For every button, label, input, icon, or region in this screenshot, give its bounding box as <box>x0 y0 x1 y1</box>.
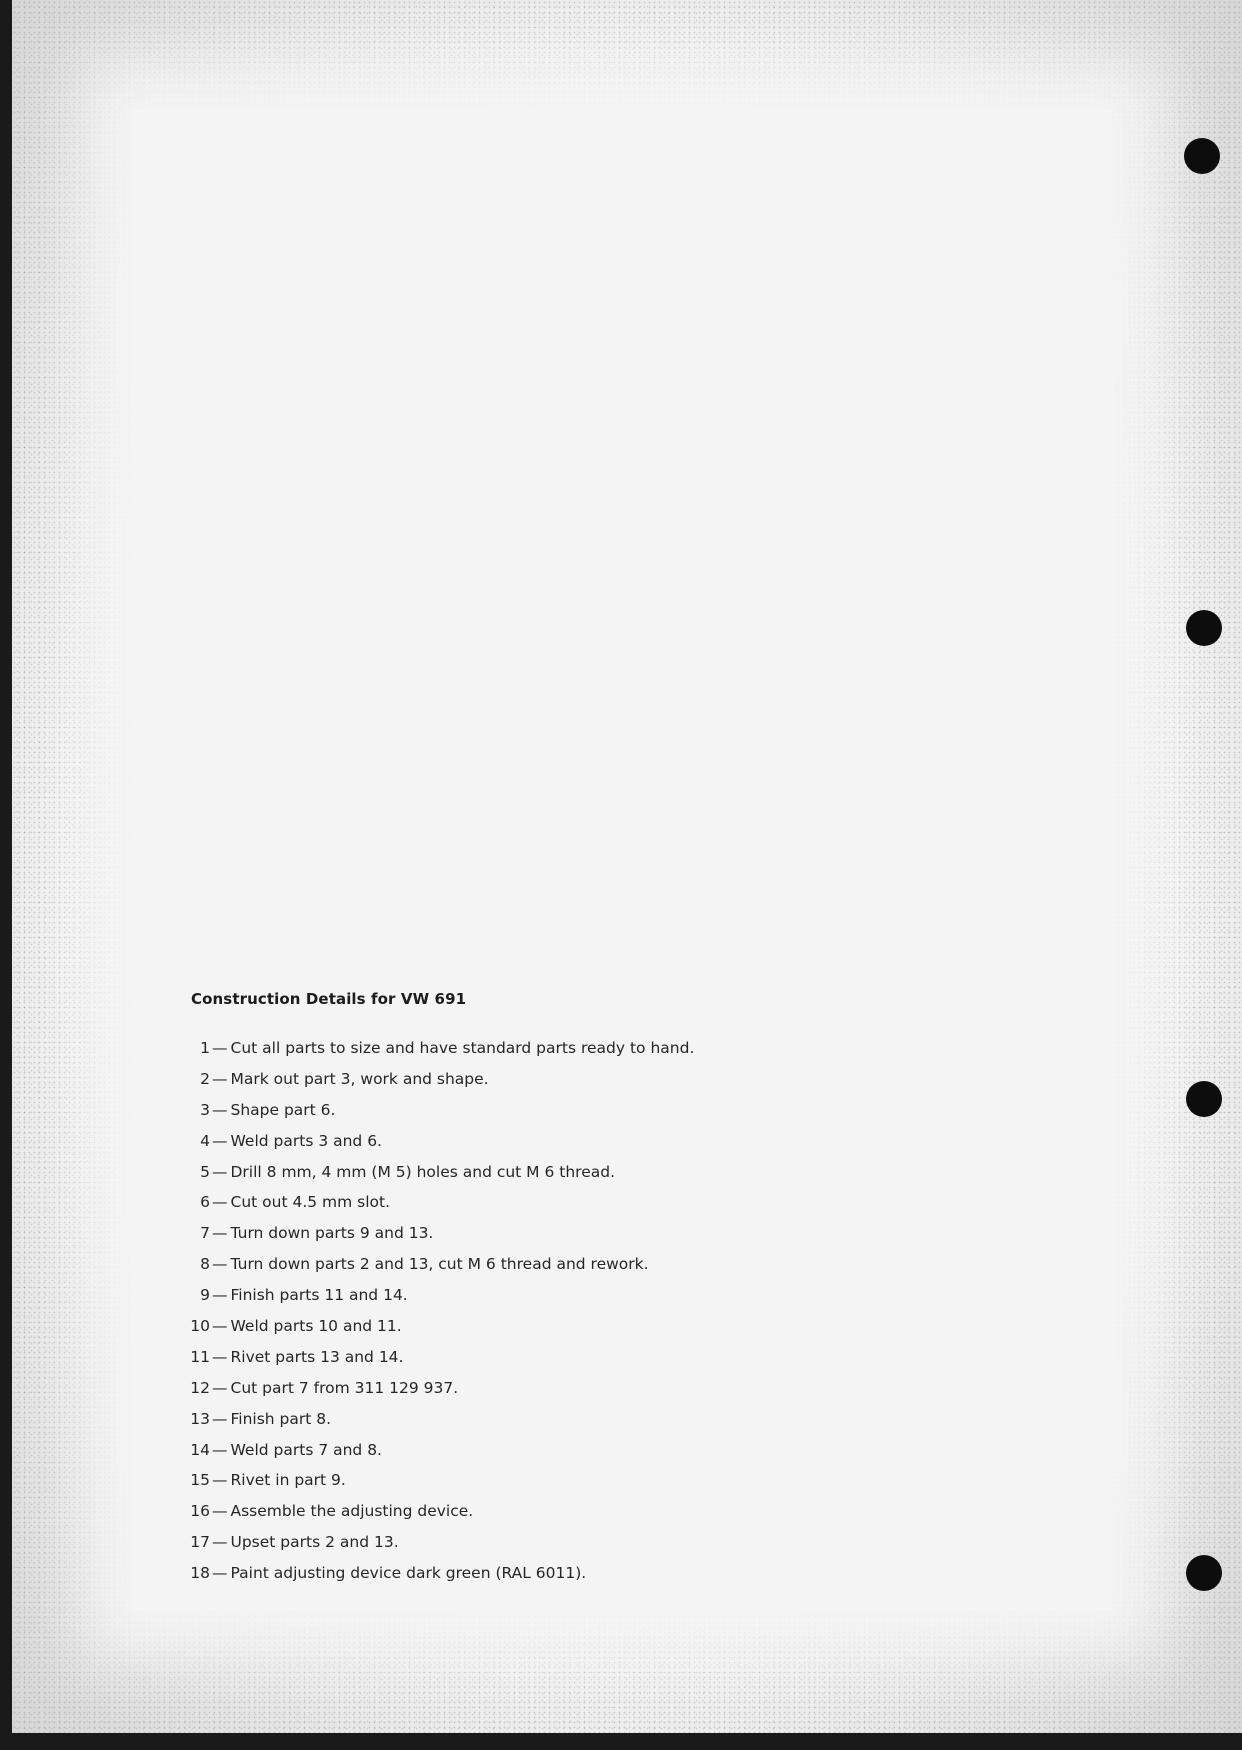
construction-step <box>186 1187 694 1218</box>
step-text: Turn down parts 2 and 13, cut M 6 thread and rework. <box>230 1255 649 1274</box>
step-number: 15 <box>190 1471 210 1490</box>
step-separator: — <box>212 1564 228 1583</box>
construction-step <box>186 1095 694 1126</box>
step-text: Weld parts 3 and 6. <box>230 1131 382 1150</box>
step-text: Cut out 4.5 mm slot. <box>230 1193 391 1212</box>
step-separator: — <box>212 1502 228 1521</box>
construction-step <box>186 1311 694 1342</box>
construction-step <box>186 1280 694 1311</box>
construction-step <box>186 1496 694 1527</box>
document-heading: Construction Details for VW 691 <box>191 990 467 1008</box>
step-separator: — <box>212 1193 228 1212</box>
step-text: Paint adjusting device dark green (RAL 6011). <box>230 1564 587 1583</box>
construction-step <box>186 1126 694 1157</box>
step-number: 2 <box>200 1069 210 1088</box>
construction-step <box>186 1033 694 1064</box>
step-number: 13 <box>190 1409 210 1428</box>
step-separator: — <box>212 1286 228 1305</box>
construction-step <box>186 1435 694 1466</box>
step-separator: — <box>212 1347 228 1366</box>
step-separator: — <box>212 1440 228 1459</box>
construction-step <box>186 1064 694 1095</box>
step-number: 3 <box>200 1100 210 1119</box>
step-separator: — <box>212 1255 228 1274</box>
step-number: 6 <box>200 1193 210 1212</box>
step-number: 11 <box>190 1347 210 1366</box>
step-number: 12 <box>190 1378 210 1397</box>
step-text: Drill 8 mm, 4 mm (M 5) holes and cut M 6 thread. <box>230 1162 616 1181</box>
step-separator: — <box>212 1409 228 1428</box>
construction-step <box>186 1218 694 1249</box>
step-number: 17 <box>190 1533 210 1552</box>
step-text: Finish part 8. <box>230 1409 332 1428</box>
construction-step <box>186 1373 694 1404</box>
punch-hole-3 <box>1186 1081 1222 1117</box>
construction-step <box>186 1527 694 1558</box>
step-separator: — <box>212 1162 228 1181</box>
construction-step <box>186 1465 694 1496</box>
step-number: 4 <box>200 1131 210 1150</box>
step-text: Mark out part 3, work and shape. <box>230 1069 489 1088</box>
step-text: Weld parts 10 and 11. <box>230 1317 402 1336</box>
step-separator: — <box>212 1378 228 1397</box>
step-separator: — <box>212 1131 228 1150</box>
step-text: Cut all parts to size and have standard parts ready to hand. <box>230 1039 695 1057</box>
step-text: Turn down parts 9 and 13. <box>230 1224 434 1243</box>
step-text: Shape part 6. <box>230 1100 336 1119</box>
step-number: 7 <box>200 1224 210 1243</box>
construction-step <box>186 1249 694 1280</box>
construction-step <box>186 1342 694 1373</box>
step-separator: — <box>212 1317 228 1336</box>
step-separator: — <box>212 1533 228 1552</box>
step-number: 14 <box>190 1440 210 1459</box>
punch-hole-4 <box>1186 1555 1222 1591</box>
construction-step <box>186 1157 694 1188</box>
construction-step <box>186 1404 694 1435</box>
construction-steps-list <box>186 1033 694 1589</box>
step-number: 8 <box>200 1255 210 1274</box>
step-separator: — <box>212 1100 228 1119</box>
punch-hole-1 <box>1184 138 1220 174</box>
step-text: Finish parts 11 and 14. <box>230 1286 408 1305</box>
step-text: Rivet parts 13 and 14. <box>230 1347 404 1366</box>
punch-hole-2 <box>1186 610 1222 646</box>
step-text: Weld parts 7 and 8. <box>230 1440 382 1459</box>
step-separator: — <box>212 1471 228 1490</box>
step-separator: — <box>212 1069 228 1088</box>
step-text: Upset parts 2 and 13. <box>230 1533 399 1552</box>
step-number: 1 <box>200 1039 210 1057</box>
step-number: 10 <box>190 1317 210 1336</box>
step-number: 9 <box>200 1286 210 1305</box>
step-text: Assemble the adjusting device. <box>230 1502 474 1521</box>
step-number: 5 <box>200 1162 210 1181</box>
construction-step <box>186 1558 694 1589</box>
step-text: Cut part 7 from 311 129 937. <box>230 1378 459 1397</box>
step-separator: — <box>212 1039 228 1057</box>
step-separator: — <box>212 1224 228 1243</box>
step-number: 18 <box>190 1564 210 1583</box>
step-number: 16 <box>190 1502 210 1521</box>
step-text: Rivet in part 9. <box>230 1471 346 1490</box>
